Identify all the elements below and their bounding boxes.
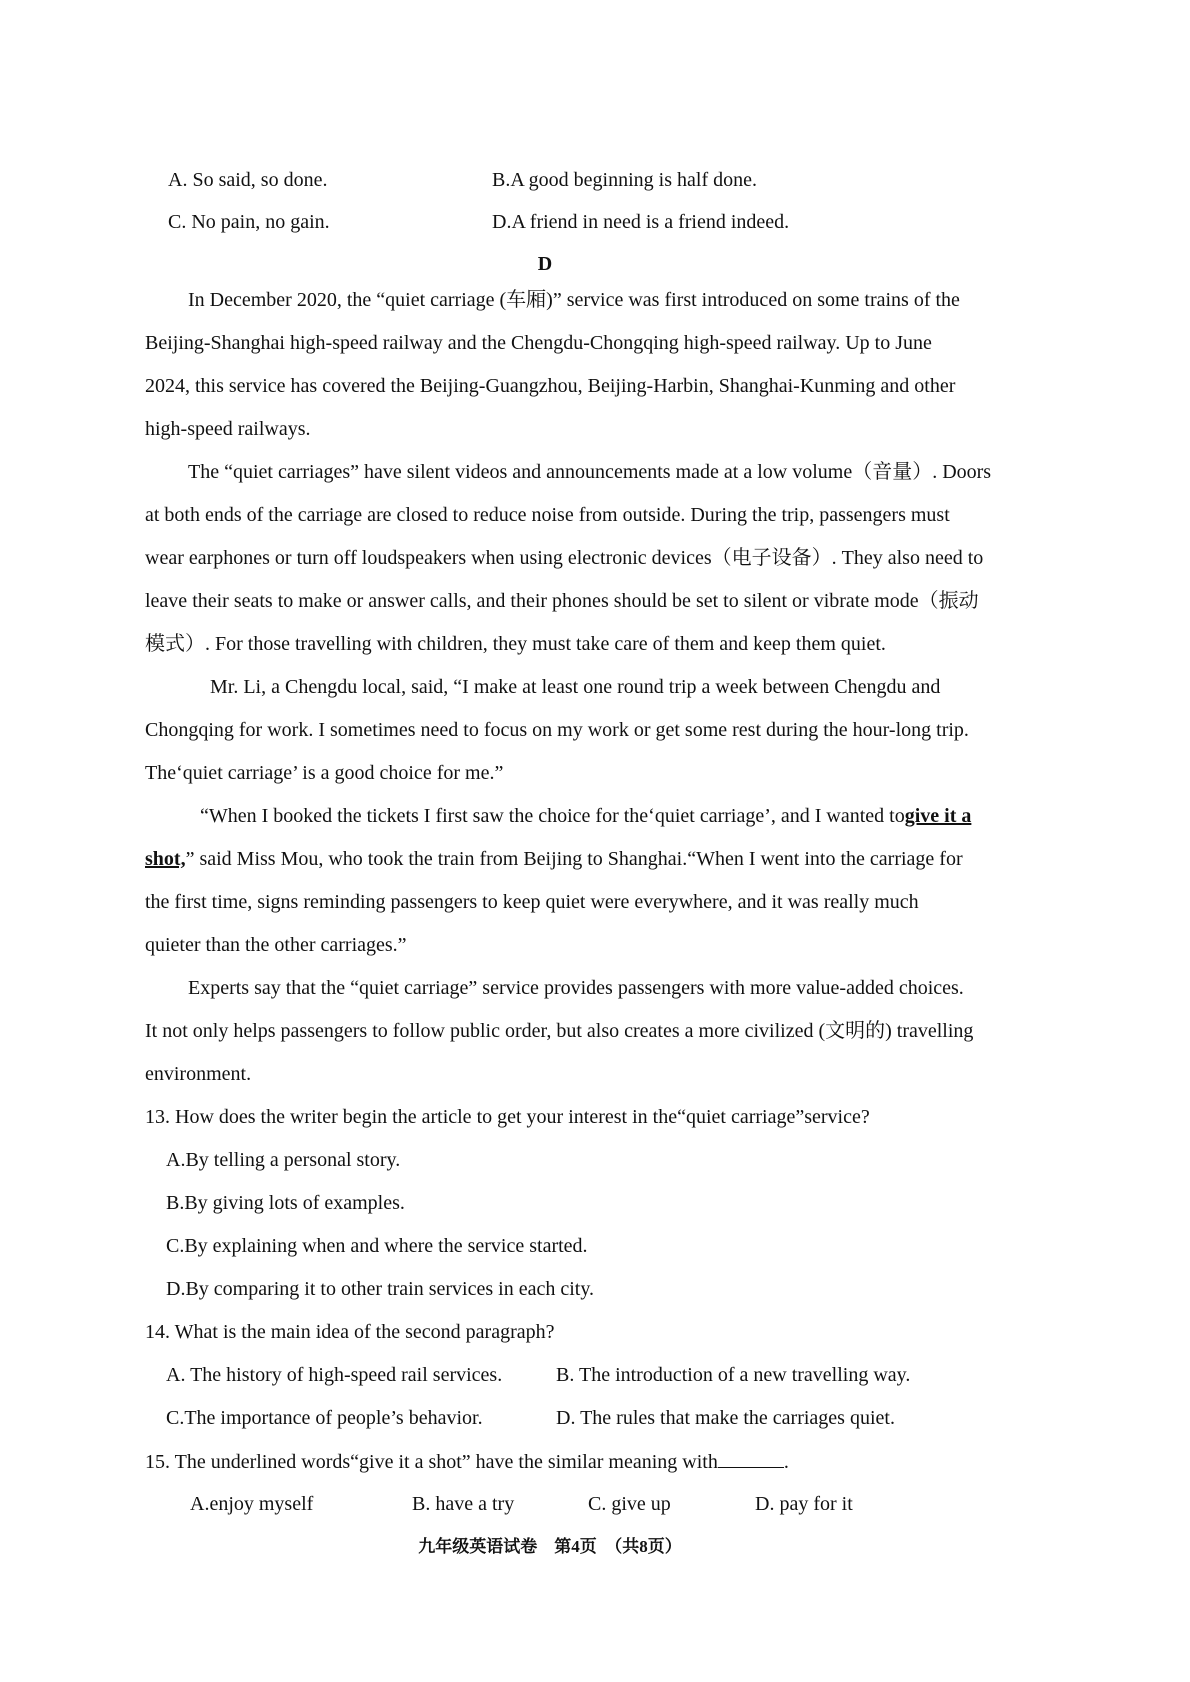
question-14-option-b[interactable]: B. The introduction of a new travelling way.: [556, 1364, 911, 1386]
question-14-option-c[interactable]: C.The importance of people’s behavior.: [166, 1407, 483, 1429]
question-14-stem: 14. What is the main idea of the second paragraph?: [145, 1321, 555, 1343]
passage-line: wear earphones or turn off loudspeakers when using electronic devices（电子设备）. They also need to: [145, 547, 984, 569]
passage-line: 2024, this service has covered the Beijing-Guangzhou, Beijing-Harbin, Shanghai-Kunming and other: [145, 375, 956, 397]
question-14-option-d[interactable]: D. The rules that make the carriages quiet.: [556, 1407, 895, 1429]
question-15-stem-text: 15. The underlined words“give it a shot” have the similar meaning with: [145, 1451, 718, 1473]
section-label: D: [537, 253, 553, 275]
question-15-option-d[interactable]: D. pay for it: [755, 1493, 853, 1515]
passage-line: The‘quiet carriage’ is a good choice for me.”: [145, 762, 504, 784]
passage-line: leave their seats to make or answer calls, and their phones should be set to silent or vibrate mode（振动: [145, 590, 979, 612]
question-15-stem: [145, 1449, 789, 1474]
passage-line: at both ends of the carriage are closed to reduce noise from outside. During the trip, passengers must: [145, 504, 950, 526]
underlined-phrase: give it a: [904, 805, 972, 827]
passage-line: quieter than the other carriages.”: [145, 934, 407, 956]
answer-blank: [718, 1449, 784, 1468]
prev-option-d: D.A friend in need is a friend indeed.: [492, 211, 790, 233]
question-13-option-b[interactable]: B.By giving lots of examples.: [166, 1192, 405, 1214]
prev-option-b: B.A good beginning is half done.: [492, 169, 757, 191]
prev-option-a: A. So said, so done.: [168, 169, 328, 191]
passage-line: the first time, signs reminding passengers to keep quiet were everywhere, and it was really much: [145, 891, 919, 913]
prev-option-c: C. No pain, no gain.: [168, 211, 330, 233]
passage-text: ” said Miss Mou, who took the train from Beijing to Shanghai.“When I went into the carriage for: [185, 848, 963, 870]
passage-text: “When I booked the tickets I first saw the choice for the‘quiet carriage’, and I wanted to: [200, 805, 905, 827]
question-13-stem: 13. How does the writer begin the article to get your interest in the“quiet carriage”service?: [145, 1106, 870, 1128]
passage-line: It not only helps passengers to follow public order, but also creates a more civilized (文明的) travelling: [145, 1020, 974, 1042]
question-15-option-b[interactable]: B. have a try: [412, 1493, 515, 1515]
passage-line: Mr. Li, a Chengdu local, said, “I make at least one round trip a week between Chengdu and: [210, 676, 941, 698]
passage-line: high-speed railways.: [145, 418, 311, 440]
page-footer: 九年级英语试卷 第4页 （共8页）: [418, 1537, 682, 1556]
passage-line: [145, 847, 963, 871]
question-13-option-a[interactable]: A.By telling a personal story.: [166, 1149, 401, 1171]
passage-line: In December 2020, the “quiet carriage (车厢)” service was first introduced on some trains of the: [188, 289, 960, 311]
question-15-stem-end: .: [783, 1451, 789, 1473]
question-15-option-a[interactable]: A.enjoy myself: [190, 1493, 314, 1515]
question-13-option-c[interactable]: C.By explaining when and where the service started.: [166, 1235, 588, 1257]
passage-line: Experts say that the “quiet carriage” service provides passengers with more value-added choices.: [188, 977, 964, 999]
question-14-option-a[interactable]: A. The history of high-speed rail services.: [166, 1364, 503, 1386]
question-15-option-c[interactable]: C. give up: [588, 1493, 671, 1515]
passage-line: Chongqing for work. I sometimes need to focus on my work or get some rest during the hour-long trip.: [145, 719, 969, 741]
passage-line: The “quiet carriages” have silent videos and announcements made at a low volume（音量）. Doors: [188, 461, 992, 483]
passage-line: [200, 804, 971, 828]
passage-line: environment.: [145, 1063, 252, 1085]
question-13-option-d[interactable]: D.By comparing it to other train services in each city.: [166, 1278, 595, 1300]
passage-line: 模式）. For those travelling with children, they must take care of them and keep them quiet.: [145, 633, 886, 655]
underlined-phrase: shot,: [145, 848, 186, 870]
passage-line: Beijing-Shanghai high-speed railway and the Chengdu-Chongqing high-speed railway. Up to June: [145, 332, 932, 354]
